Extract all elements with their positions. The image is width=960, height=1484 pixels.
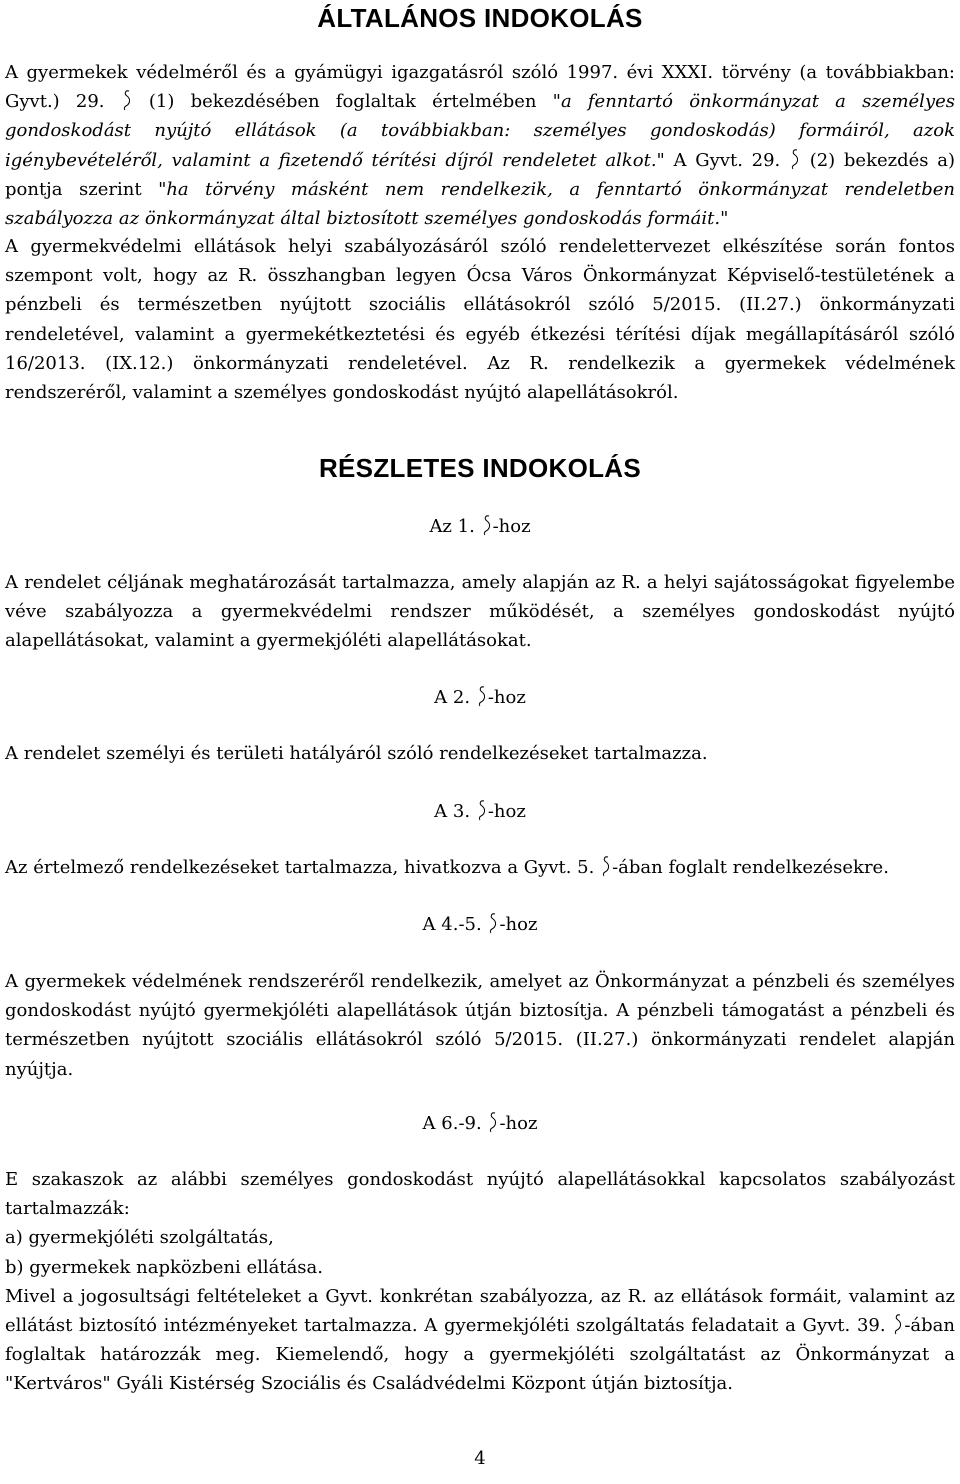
general-paragraph-1 xyxy=(5,58,955,233)
text: A gyermekek védelméről és a gyámügyi igazgatásról szóló 1997. évi XXXI. törvény (a továbbiakban: Gyvt.) 29. xyxy=(5,62,955,113)
section-heading-4-5: A 4.-5. -hoz xyxy=(422,914,538,935)
detailed-justification-title: RÉSZLETES INDOKOLÁS xyxy=(318,453,642,483)
text: " xyxy=(720,208,729,230)
text: " A Gyvt. 29. xyxy=(656,149,781,171)
section-text-4-5: A gyermekek védelmének rendszeréről rendelkezik, amelyet az Önkormányzat a pénzbeli és személyes gondoskodást nyújtó gyermekjóléti alapellátások útján biztosítja. A pénzbeli támogatást a pénzbeli és természetben nyújtott szociális ellátásokról szóló 5/2015. (II.27.) önkormányzati rendelet alapján nyújtja. xyxy=(5,971,955,1080)
detailed-title-wrap xyxy=(5,453,955,484)
section-heading-1: Az 1. -hoz xyxy=(429,516,531,537)
text: (2) bekezdés a) pontja szerint " xyxy=(5,149,955,200)
section-sign-icon xyxy=(483,514,491,536)
section-sign-icon xyxy=(489,912,497,934)
section-sign-icon xyxy=(489,1111,497,1133)
section-heading-3: A 3. -hoz xyxy=(434,801,526,822)
section-sign-icon xyxy=(791,148,799,170)
page-number: 4 xyxy=(474,1448,486,1469)
general-title-wrap xyxy=(5,3,955,34)
quoted-italic: a fenntartó önkormányzat a személyes gondoskodást nyújtó ellátások (a továbbiakban: személyes gondoskodás) formáiról, azok igénybevételéről, valamint a fizetendő térítési díjról rendeletet alkot. xyxy=(5,91,955,171)
section-sign-icon xyxy=(894,1313,902,1335)
section-heading-6-9: A 6.-9. -hoz xyxy=(422,1113,538,1134)
general-justification-title: ÁLTALÁNOS INDOKOLÁS xyxy=(317,3,643,33)
section-text-6-9: E szakaszok az alábbi személyes gondoskodást nyújtó alapellátásokkal kapcsolatos szabályozást tartalmazzák: a) gyermekjóléti szolgáltatás, b) gyermekek napközbeni ellátása. Mivel a jogosultsági feltételeket a Gyvt. konkrétan szabályozza, az R. az ellátások formáit, valamint az ellátást biztosító intézményeket tartalmazza. A gyermekjóléti szolgáltatás feladatait a Gyvt. 39. -ában foglaltak határozzák meg. Kiemelendő, hogy a gyermekjóléti szolgáltatást az Önkormányzat a "Kertváros" Gyáli Kistérség Szociális és Családvédelmi Központ útján biztosítja. xyxy=(5,1169,955,1395)
section-sign-icon xyxy=(602,855,610,877)
list-item: b) gyermekek napközbeni ellátása. xyxy=(5,1256,323,1278)
section-sign-icon xyxy=(478,799,486,821)
section-heading-2: A 2. -hoz xyxy=(434,687,526,708)
list-item: a) gyermekjóléti szolgáltatás, xyxy=(5,1227,274,1249)
section-sign-icon xyxy=(123,89,131,111)
quoted-italic: ha törvény másként nem rendelkezik, a fenntartó önkormányzat rendeletben szabályozza az önkormányzat által biztosított személyes gondoskodás formáit. xyxy=(5,178,955,230)
section-sign-icon xyxy=(478,685,486,707)
section-text-3: Az értelmező rendelkezéseket tartalmazza, hivatkozva a Gyvt. 5. -ában foglalt rendelkezésekre. xyxy=(5,857,889,878)
section-text-2: A rendelet személyi és területi hatályáról szóló rendelkezéseket tartalmazza. xyxy=(5,743,708,764)
general-paragraph-2: A gyermekvédelmi ellátások helyi szabályozásáról szóló rendelettervezet elkészítése során fontos szempont volt, hogy az R. összhangban legyen Ócsa Város Önkormányzat Képviselő-testületének a pénzbeli és természetben nyújtott szociális ellátásokról szóló 5/2015. (II.27.) önkormányzati rendeletével, valamint a gyermekétkeztetési és egyéb étkezési térítési díjak megállapításáról szóló 16/2013. (IX.12.) önkormányzati rendeletével. Az R. rendelkezik a gyermekek védelmének rendszeréről, valamint a személyes gondoskodást nyújtó alapellátásokról. xyxy=(5,236,955,404)
text: (1) bekezdésében foglaltak értelmében " xyxy=(148,91,561,113)
section-text-1: A rendelet céljának meghatározását tartalmazza, amely alapján az R. a helyi sajátosságokat figyelembe véve szabályozza a gyermekvédelmi rendszer működését, a személyes gondoskodást nyújtó alapellátásokat, valamint a gyermekjóléti alapellátásokat. xyxy=(5,572,955,652)
